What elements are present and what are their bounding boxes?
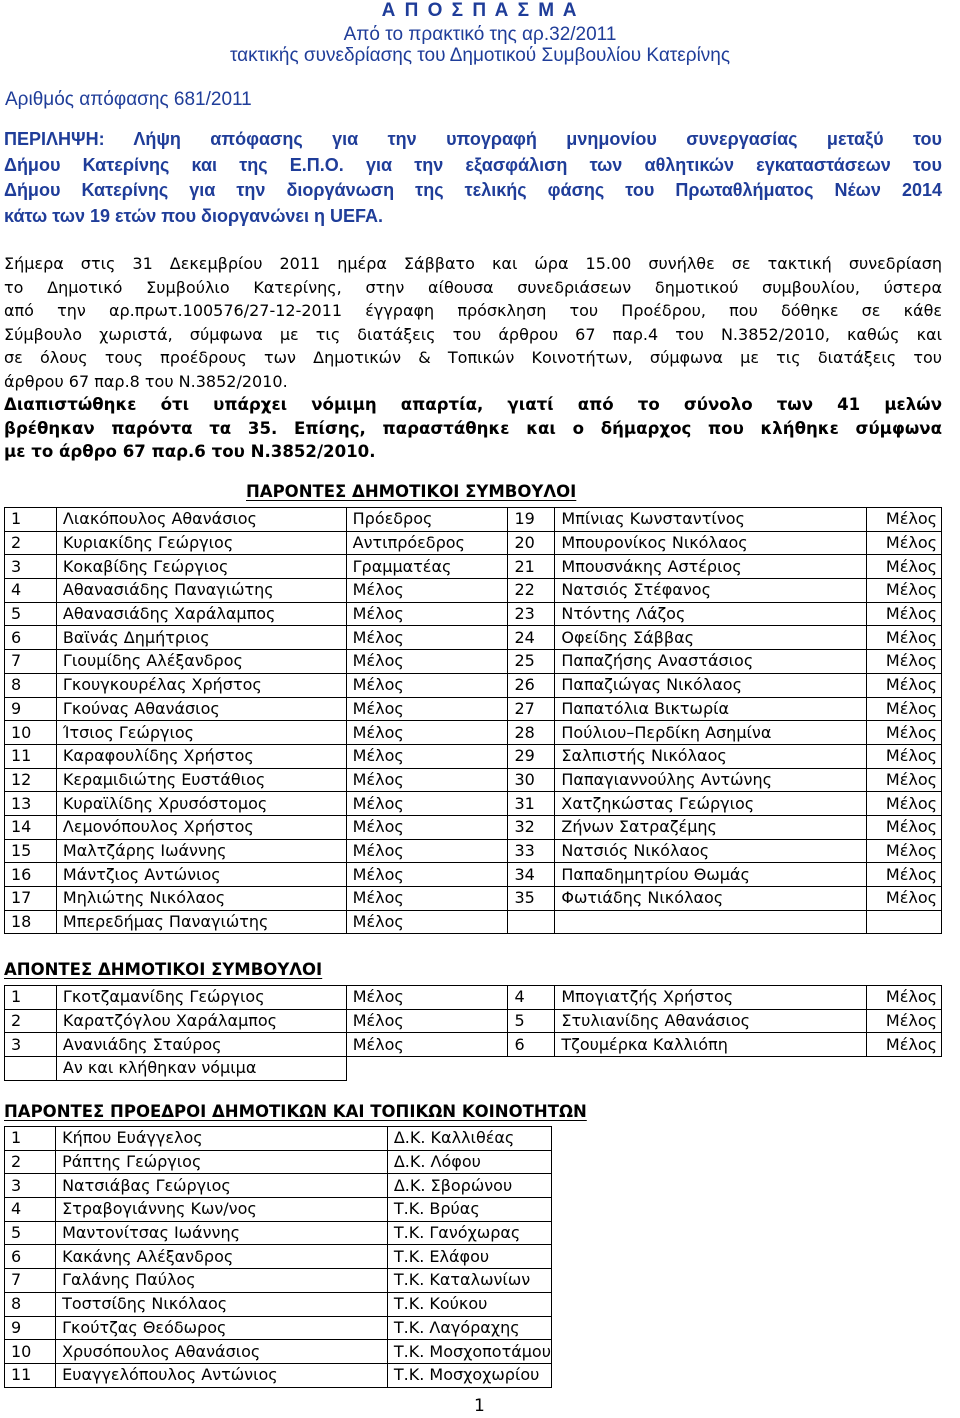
chair-row-cell: 5	[5, 1221, 56, 1245]
present-row-cell: Μαλτζάρης Ιωάννης	[56, 839, 346, 863]
summary-line: Δήμου Κατερίνης για την διοργάνωση της τελικής φάσης του Πρωταθλήματος Νέων 2014	[4, 180, 942, 200]
community-chairs-heading: ΠΑΡΟΝΤΕΣ ΠΡΟΕΔΡΟΙ ΔΗΜΟΤΙΚΩΝ ΚΑΙ ΤΟΠΙΚΩΝ ΚΟΙΝΟΤΗΤΩΝ	[4, 1102, 587, 1121]
chair-row-cell: Τ.Κ. Καταλωνίων	[387, 1269, 551, 1293]
present-row-cell: Κυριακίδης Γεώργιος	[56, 531, 346, 555]
present-row-cell: Αντιπρόεδρος	[346, 531, 508, 555]
present-row-cell	[867, 910, 942, 934]
minutes-reference: Από το πρακτικό της αρ.32/2011	[343, 24, 617, 45]
chair-row-cell: Γαλάνης Παύλος	[56, 1269, 388, 1293]
present-row-cell: 31	[508, 792, 555, 816]
present-row-cell: Μέλος	[867, 531, 942, 555]
present-row-cell: 7	[5, 650, 57, 674]
present-row-cell: Μέλος	[867, 602, 942, 626]
present-row	[5, 744, 942, 768]
present-row-cell: Μέλος	[346, 602, 508, 626]
present-row-cell: Γραμματέας	[346, 555, 508, 579]
quorum-line: Διαπιστώθηκε ότι υπάρχει νόμιμη απαρτία, γιατί από το σύνολο των 41 μελών	[4, 395, 942, 414]
absent-row-cell: Μέλος	[346, 1033, 508, 1057]
present-row-cell: Μέλος	[346, 579, 508, 603]
present-row-cell: Μέλος	[346, 673, 508, 697]
present-row-cell: Νατσιός Στέφανος	[555, 579, 867, 603]
present-row-cell: 14	[5, 815, 57, 839]
present-row	[5, 673, 942, 697]
summary-line: ΠΕΡΙΛΗΨΗ: Λήψη απόφασης για την υπογραφή μνημονίου συνεργασίας μεταξύ του	[4, 129, 942, 149]
present-row-cell: Ντόντης Λάζος	[555, 602, 867, 626]
chair-row-cell: 2	[5, 1150, 56, 1174]
chair-row-cell: Τ.Κ. Μοσχοχωρίου	[387, 1363, 551, 1387]
chair-row-cell: Δ.Κ. Σβορώνου	[387, 1174, 551, 1198]
summary-line: κάτω των 19 ετών που διοργανώνει η UEFA.	[4, 205, 383, 226]
present-row-cell: Παπαδημητρίου Θωμάς	[555, 863, 867, 887]
present-row-cell: 13	[5, 792, 57, 816]
present-row-cell: 30	[508, 768, 555, 792]
chair-row-cell: Δ.Κ. Λόφου	[387, 1150, 551, 1174]
present-row-cell: 4	[5, 579, 57, 603]
present-row-cell: Κυραϊλίδης Χρυσόστομος	[56, 792, 346, 816]
present-row-cell: Μέλος	[867, 792, 942, 816]
present-row-cell: Μέλος	[346, 768, 508, 792]
present-row-cell: Μπουρονίκος Νικόλαος	[555, 531, 867, 555]
present-row-cell: 11	[5, 744, 57, 768]
present-row-cell: Μέλος	[346, 887, 508, 911]
community-chairs-table	[4, 1126, 552, 1388]
present-row-cell: Κοκαβίδης Γεώργιος	[56, 555, 346, 579]
chair-row-cell: 8	[5, 1292, 56, 1316]
chair-row-cell: Ευαγγελόπουλος Αντώνιος	[56, 1363, 388, 1387]
chair-row-cell: 1	[5, 1127, 56, 1151]
intro-line: το Δημοτικό Συμβούλιο Κατερίνης, στην αίθουσα συνεδριάσεων δημοτικού συμβουλίου, ύστερα	[4, 277, 942, 297]
present-row-cell: 21	[508, 555, 555, 579]
present-row-cell: Μέλος	[346, 697, 508, 721]
chair-row	[5, 1292, 552, 1316]
present-row-cell: Μέλος	[346, 910, 508, 934]
present-row-cell: Μέλος	[867, 887, 942, 911]
absent-row-cell: Μέλος	[346, 986, 508, 1010]
present-row-cell: Παπαγιαννούλης Αντώνης	[555, 768, 867, 792]
present-row-cell: Γιουμίδης Αλέξανδρος	[56, 650, 346, 674]
present-row-cell	[508, 910, 555, 934]
present-row	[5, 626, 942, 650]
chair-row-cell: Τ.Κ. Κούκου	[387, 1292, 551, 1316]
present-row-cell: 25	[508, 650, 555, 674]
absent-row-cell: 2	[5, 1009, 57, 1033]
chair-row	[5, 1221, 552, 1245]
present-row-cell: Μέλος	[346, 626, 508, 650]
absent-row-cell: 3	[5, 1033, 57, 1057]
present-row	[5, 650, 942, 674]
present-row-cell: 2	[5, 531, 57, 555]
quorum-line: βρέθηκαν παρόντα τα 35. Επίσης, παραστάθηκε και ο δήμαρχος που κλήθηκε σύμφωνα	[4, 418, 942, 438]
chair-row-cell: 9	[5, 1316, 56, 1340]
chair-row	[5, 1127, 552, 1151]
present-row-cell: 3	[5, 555, 57, 579]
chair-row-cell: 11	[5, 1363, 56, 1387]
absent-row-cell: Τζουμέρκα Καλλιόπη	[555, 1033, 867, 1057]
present-row-cell: Καραφουλίδης Χρήστος	[56, 744, 346, 768]
present-row	[5, 555, 942, 579]
absent-row	[5, 1033, 942, 1057]
present-row-cell: Βαϊνάς Δημήτριος	[56, 626, 346, 650]
absent-councillors-heading: ΑΠΟΝΤΕΣ ΔΗΜΟΤΙΚΟΙ ΣΥΜΒΟΥΛΟΙ	[4, 960, 323, 979]
present-row-cell: Λεμονόπουλος Χρήστος	[56, 815, 346, 839]
absent-note: Αν και κλήθηκαν νόμιμα	[56, 1057, 346, 1081]
chair-row-cell: Ράπτης Γεώργιος	[56, 1150, 388, 1174]
chair-row	[5, 1316, 552, 1340]
summary-paragraph	[4, 127, 942, 229]
present-row-cell: Μέλος	[867, 508, 942, 532]
present-row	[5, 721, 942, 745]
present-row-cell: Μέλος	[867, 744, 942, 768]
present-row-cell: Μέλος	[346, 721, 508, 745]
chair-row-cell: 3	[5, 1174, 56, 1198]
present-row-cell: 5	[5, 602, 57, 626]
chair-row-cell: Τ.Κ. Γανόχωρας	[387, 1221, 551, 1245]
present-row-cell: Μέλος	[867, 626, 942, 650]
present-row-cell: Μέλος	[346, 839, 508, 863]
present-row-cell: Πούλιου–Περδίκη Ασημίνα	[555, 721, 867, 745]
chair-row-cell: 7	[5, 1269, 56, 1293]
present-row-cell: 27	[508, 697, 555, 721]
present-row	[5, 508, 942, 532]
present-row-cell: Μέλος	[867, 555, 942, 579]
present-row-cell: Μέλος	[346, 650, 508, 674]
absent-row-cell: Στυλιανίδης Αθανάσιος	[555, 1009, 867, 1033]
present-row-cell: Χατζηκώστας Γεώργιος	[555, 792, 867, 816]
absent-row-cell: Καρατζόγλου Χαράλαμπος	[56, 1009, 346, 1033]
present-row-cell: 12	[5, 768, 57, 792]
present-row-cell: Μέλος	[867, 579, 942, 603]
present-row	[5, 839, 942, 863]
present-row-cell: Μέλος	[867, 721, 942, 745]
present-row	[5, 602, 942, 626]
absent-note-row	[5, 1057, 942, 1081]
present-row-cell: Μηλιώτης Νικόλαος	[56, 887, 346, 911]
intro-line: Σύμβουλο χωριστά, σύμφωνα με τις διατάξεις του άρθρου 67 παρ.4 του Ν.3852/2010, καθώς και	[4, 324, 942, 344]
absent-councillors-table	[4, 985, 942, 1081]
present-row-cell: Ίτσιος Γεώργιος	[56, 721, 346, 745]
present-row-cell: Φωτιάδης Νικόλαος	[555, 887, 867, 911]
present-row-cell	[555, 910, 867, 934]
present-row	[5, 792, 942, 816]
present-row-cell: Λιακόπουλος Αθανάσιος	[56, 508, 346, 532]
present-row-cell: 17	[5, 887, 57, 911]
present-row-cell: Γκουγκουρέλας Χρήστος	[56, 673, 346, 697]
present-row-cell: 18	[5, 910, 57, 934]
present-row-cell: Μέλος	[867, 697, 942, 721]
present-row-cell: Αθανασιάδης Παναγιώτης	[56, 579, 346, 603]
absent-row	[5, 986, 942, 1010]
present-row	[5, 531, 942, 555]
absent-row	[5, 1009, 942, 1033]
present-row-cell: Μέλος	[346, 792, 508, 816]
absent-row-cell: 4	[508, 986, 555, 1010]
chair-row	[5, 1198, 552, 1222]
chair-row	[5, 1340, 552, 1364]
present-councillors-heading: ΠΑΡΟΝΤΕΣ ΔΗΜΟΤΙΚΟΙ ΣΥΜΒΟΥΛΟΙ	[246, 482, 577, 501]
present-row-cell: 6	[5, 626, 57, 650]
present-row-cell: 1	[5, 508, 57, 532]
chair-row-cell: 6	[5, 1245, 56, 1269]
present-row-cell: Μέλος	[346, 744, 508, 768]
present-row-cell: Μπίνιας Κωνσταντίνος	[555, 508, 867, 532]
present-row-cell: 33	[508, 839, 555, 863]
chair-row	[5, 1174, 552, 1198]
present-row	[5, 579, 942, 603]
intro-line: Σήμερα στις 31 Δεκεμβρίου 2011 ημέρα Σάββατο και ώρα 15.00 συνήλθε σε τακτική συνεδρίαση	[4, 254, 942, 273]
present-row-cell: Μέλος	[867, 673, 942, 697]
chair-row-cell: Τ.Κ. Μοσχοποτάμου	[387, 1340, 551, 1364]
present-row-cell: Μπερεδήμας Παναγιώτης	[56, 910, 346, 934]
absent-row-cell: Μπογιατζής Χρήστος	[555, 986, 867, 1010]
present-row-cell: Κεραμιδιώτης Ευστάθιος	[56, 768, 346, 792]
present-row-cell: Μέλος	[867, 839, 942, 863]
present-row	[5, 863, 942, 887]
present-row-cell: Σαλπιστής Νικόλαος	[555, 744, 867, 768]
present-row-cell: Αθανασιάδης Χαράλαμπος	[56, 602, 346, 626]
absent-row-cell: Μέλος	[867, 986, 942, 1010]
present-row-cell: Πρόεδρος	[346, 508, 508, 532]
chair-row	[5, 1269, 552, 1293]
present-row-cell: Παπαζιώγας Νικόλαος	[555, 673, 867, 697]
absent-row-cell: Μέλος	[867, 1009, 942, 1033]
chair-row	[5, 1363, 552, 1387]
quorum-line: με το άρθρο 67 παρ.6 του Ν.3852/2010.	[4, 442, 376, 461]
chair-row-cell: Τοστσίδης Νικόλαος	[56, 1292, 388, 1316]
present-row-cell: 8	[5, 673, 57, 697]
absent-row-cell: Μέλος	[867, 1033, 942, 1057]
chair-row-cell: 4	[5, 1198, 56, 1222]
absent-row-cell: Γκοτζαμανίδης Γεώργιος	[56, 986, 346, 1010]
present-row-cell: Μέλος	[867, 650, 942, 674]
decision-number: Αριθμός απόφασης 681/2011	[5, 89, 252, 110]
present-row-cell: 35	[508, 887, 555, 911]
present-row-cell: 20	[508, 531, 555, 555]
absent-note-spacer	[346, 1057, 941, 1081]
present-row-cell: 23	[508, 602, 555, 626]
intro-paragraph	[4, 252, 942, 464]
chair-row-cell: Τ.Κ. Ελάφου	[387, 1245, 551, 1269]
intro-line: άρθρου 67 παρ.8 του Ν.3852/2010.	[4, 371, 288, 391]
present-row-cell: 22	[508, 579, 555, 603]
absent-row-cell: 6	[508, 1033, 555, 1057]
present-row-cell: Νατσιός Νικόλαος	[555, 839, 867, 863]
present-row	[5, 768, 942, 792]
chair-row-cell: Στραβογιάννης Κων/νος	[56, 1198, 388, 1222]
chair-row-cell: Κακάνης Αλέξανδρος	[56, 1245, 388, 1269]
absent-row-cell: Μέλος	[346, 1009, 508, 1033]
absent-row-cell: 1	[5, 986, 57, 1010]
present-row-cell: Γκούνας Αθανάσιος	[56, 697, 346, 721]
present-row-cell: 16	[5, 863, 57, 887]
chair-row-cell: Νατσιάβας Γεώργιος	[56, 1174, 388, 1198]
present-row-cell: 32	[508, 815, 555, 839]
present-row-cell: Οφείδης Σάββας	[555, 626, 867, 650]
present-row-cell: 24	[508, 626, 555, 650]
chair-row-cell: Δ.Κ. Καλλιθέας	[387, 1127, 551, 1151]
chair-row-cell: Χρυσόπουλος Αθανάσιος	[56, 1340, 388, 1364]
present-row-cell: Μέλος	[867, 863, 942, 887]
present-row-cell: Μέλος	[346, 863, 508, 887]
intro-line: σε όλους τους προέδρους των Δημοτικών & Τοπικών Κοινοτήτων, σύμφωνα με τις διατάξεις του	[4, 348, 942, 367]
chair-row-cell: Γκούτζας Θεόδωρος	[56, 1316, 388, 1340]
present-councillors-table	[4, 507, 942, 934]
present-row-cell: Μέλος	[867, 815, 942, 839]
page-number: 1	[474, 1396, 485, 1416]
present-row-cell: 15	[5, 839, 57, 863]
present-row-cell: Μπουσνάκης Αστέριος	[555, 555, 867, 579]
chair-row-cell: Μαντονίτσας Ιωάννης	[56, 1221, 388, 1245]
chair-row	[5, 1150, 552, 1174]
absent-note-spacer	[5, 1057, 57, 1081]
present-row-cell: 29	[508, 744, 555, 768]
present-row-cell: 28	[508, 721, 555, 745]
present-row-cell: 10	[5, 721, 57, 745]
present-row	[5, 910, 942, 934]
document-title: Α Π Ο Σ Π Α Σ Μ Α	[381, 0, 579, 21]
present-row-cell: Μάντζιος Αντώνιος	[56, 863, 346, 887]
present-row	[5, 815, 942, 839]
absent-row-cell: Ανανιάδης Σταύρος	[56, 1033, 346, 1057]
present-row-cell: 9	[5, 697, 57, 721]
summary-line: Δήμου Κατερίνης και της Ε.Π.Ο. για την εξασφάλιση των αθλητικών εγκαταστάσεων του	[4, 154, 942, 175]
chair-row-cell: Κήπου Ευάγγελος	[56, 1127, 388, 1151]
absent-row-cell: 5	[508, 1009, 555, 1033]
chair-row-cell: Τ.Κ. Βρύας	[387, 1198, 551, 1222]
present-row-cell: Μέλος	[867, 768, 942, 792]
present-row-cell: 34	[508, 863, 555, 887]
intro-line: από την αρ.πρωτ.100576/27-12-2011 έγγραφη πρόσκληση του Προέδρου, που δόθηκε σε κάθε	[4, 301, 942, 320]
present-row-cell: Παπατόλια Βικτωρία	[555, 697, 867, 721]
present-row-cell: 19	[508, 508, 555, 532]
chair-row-cell: Τ.Κ. Λαγόραχης	[387, 1316, 551, 1340]
chair-row	[5, 1245, 552, 1269]
chair-row-cell: 10	[5, 1340, 56, 1364]
present-row-cell: 26	[508, 673, 555, 697]
present-row-cell: Ζήνων Σατραζέμης	[555, 815, 867, 839]
session-description: τακτικής συνεδρίασης του Δημοτικού Συμβουλίου Κατερίνης	[229, 45, 731, 66]
present-row	[5, 697, 942, 721]
present-row-cell: Παπαζήσης Αναστάσιος	[555, 650, 867, 674]
present-row	[5, 887, 942, 911]
present-row-cell: Μέλος	[346, 815, 508, 839]
